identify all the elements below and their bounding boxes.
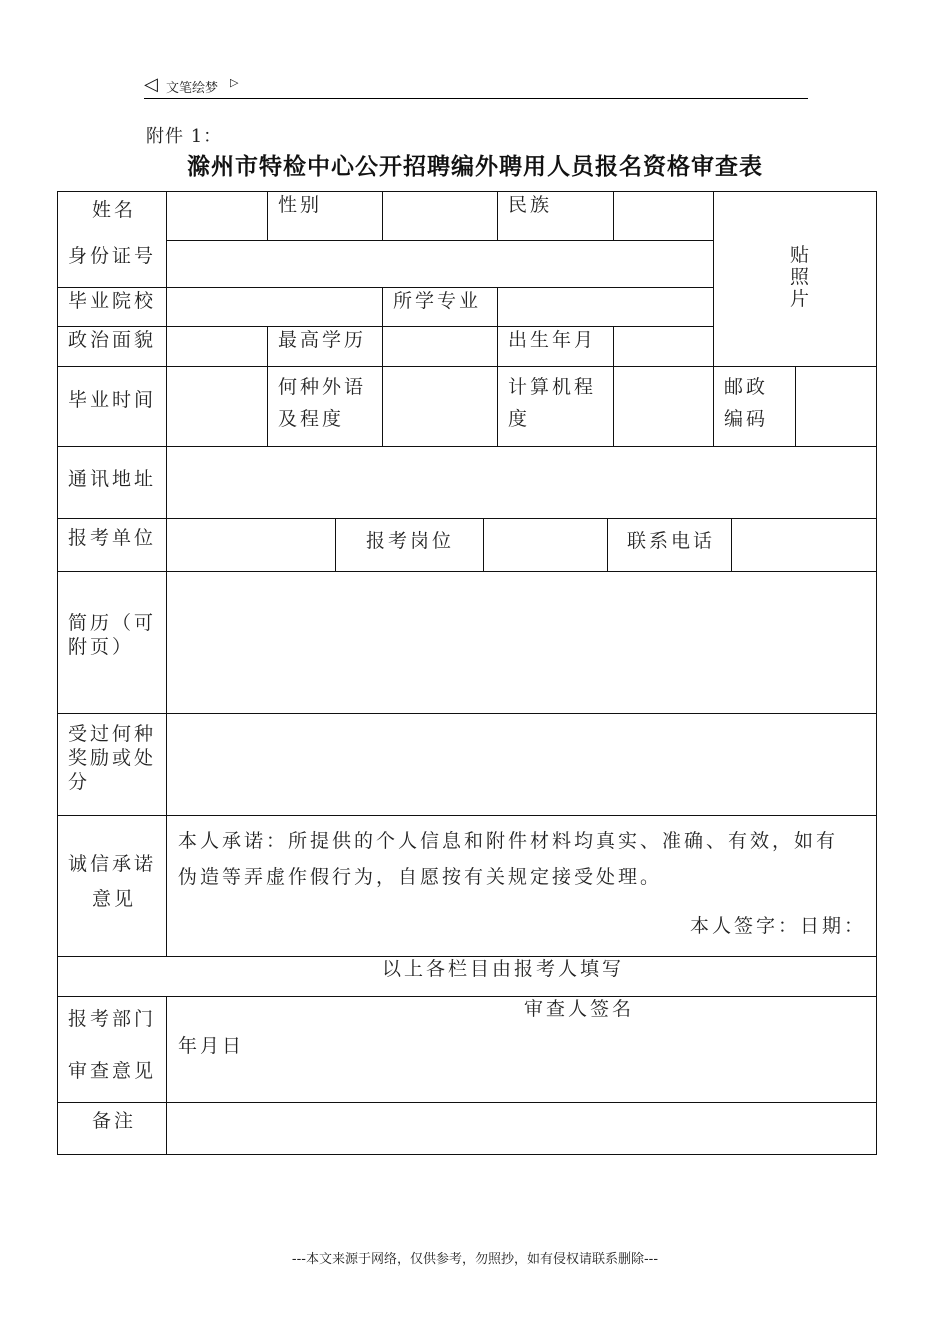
col-divider <box>713 191 714 447</box>
label-dept-2: 审查意见 <box>68 1060 157 1082</box>
label-address: 通讯地址 <box>68 468 157 490</box>
col-divider <box>166 191 167 957</box>
col-divider <box>731 518 732 572</box>
row-divider <box>57 446 877 447</box>
sign-date-text: 本人签字：日期： <box>690 915 867 937</box>
row-divider <box>167 240 714 241</box>
col-divider <box>382 287 383 327</box>
col-divider <box>497 287 498 327</box>
label-education: 最高学历 <box>278 329 367 351</box>
label-name: 姓名 <box>92 199 137 221</box>
col-divider <box>613 326 614 447</box>
col-divider <box>382 191 383 240</box>
col-divider <box>267 191 268 240</box>
photo-label-char: 片 <box>790 288 810 310</box>
right-triangle-icon: ▷ <box>230 76 239 89</box>
label-ethnicity: 民族 <box>508 194 553 216</box>
row-divider <box>57 1102 877 1103</box>
label-postcode: 邮政编码 <box>724 376 769 430</box>
label-unit: 报考单位 <box>68 527 157 549</box>
col-divider <box>497 191 498 240</box>
table-border-bottom <box>57 1154 877 1155</box>
label-id-number: 身份证号 <box>68 245 157 267</box>
label-political: 政治面貌 <box>68 329 157 351</box>
table-border-top <box>57 191 877 192</box>
label-phone: 联系电话 <box>627 530 716 552</box>
label-gender: 性别 <box>278 194 323 216</box>
page-header <box>144 74 808 99</box>
fill-note: 以上各栏目由报考人填写 <box>382 958 625 980</box>
col-divider <box>613 191 614 240</box>
table-border-left <box>57 191 58 1155</box>
label-remarks: 备注 <box>92 1110 137 1132</box>
label-grad-time: 毕业时间 <box>68 389 157 411</box>
row-divider <box>57 996 877 997</box>
footer-disclaimer: ---本文来源于网络，仅供参考，勿照抄，如有侵权请联系删除--- <box>291 1252 659 1267</box>
photo-label-char: 照 <box>790 266 810 288</box>
left-triangle-icon: ◁ <box>144 74 158 95</box>
form-title: 滁州市特检中心公开招聘编外聘用人员报名资格审查表 <box>187 153 763 180</box>
label-awards: 受过何种奖励或处分 <box>68 723 157 793</box>
row-divider <box>57 366 877 367</box>
col-divider <box>607 518 608 572</box>
col-divider <box>483 518 484 572</box>
col-divider <box>497 326 498 447</box>
ymd-label: 年月日 <box>178 1035 245 1057</box>
reviewer-sign-label: 审查人签名 <box>524 998 635 1020</box>
label-dept-1: 报考部门 <box>68 1008 157 1030</box>
row-divider <box>57 815 877 816</box>
photo-label-char: 贴 <box>790 244 810 266</box>
col-divider <box>795 366 796 447</box>
label-school: 毕业院校 <box>68 290 157 312</box>
col-divider <box>166 996 167 1155</box>
label-birth: 出生年月 <box>508 329 597 351</box>
col-divider <box>335 518 336 572</box>
brand-label: 文笔绘梦 <box>166 81 219 96</box>
photo-box <box>790 244 816 310</box>
row-divider <box>57 518 877 519</box>
label-foreign-lang: 何种外语及程度 <box>278 376 367 430</box>
label-computer: 计算机程度 <box>508 376 597 430</box>
attachment-label: 附件 1： <box>146 126 223 147</box>
label-major: 所学专业 <box>393 290 482 312</box>
label-integrity-2: 意见 <box>92 888 137 910</box>
row-divider <box>57 713 877 714</box>
row-divider <box>57 571 877 572</box>
table-border-right <box>876 191 877 1155</box>
label-position: 报考岗位 <box>366 530 455 552</box>
pledge-text: 本人承诺：所提供的个人信息和附件材料均真实、准确、有效，如有伪造等弄虚作假行为，自愿按有关规定接受处理。 <box>178 830 839 888</box>
label-integrity-1: 诚信承诺 <box>68 853 157 875</box>
col-divider <box>382 326 383 447</box>
col-divider <box>267 326 268 447</box>
label-resume: 简历（可附页） <box>68 612 157 658</box>
